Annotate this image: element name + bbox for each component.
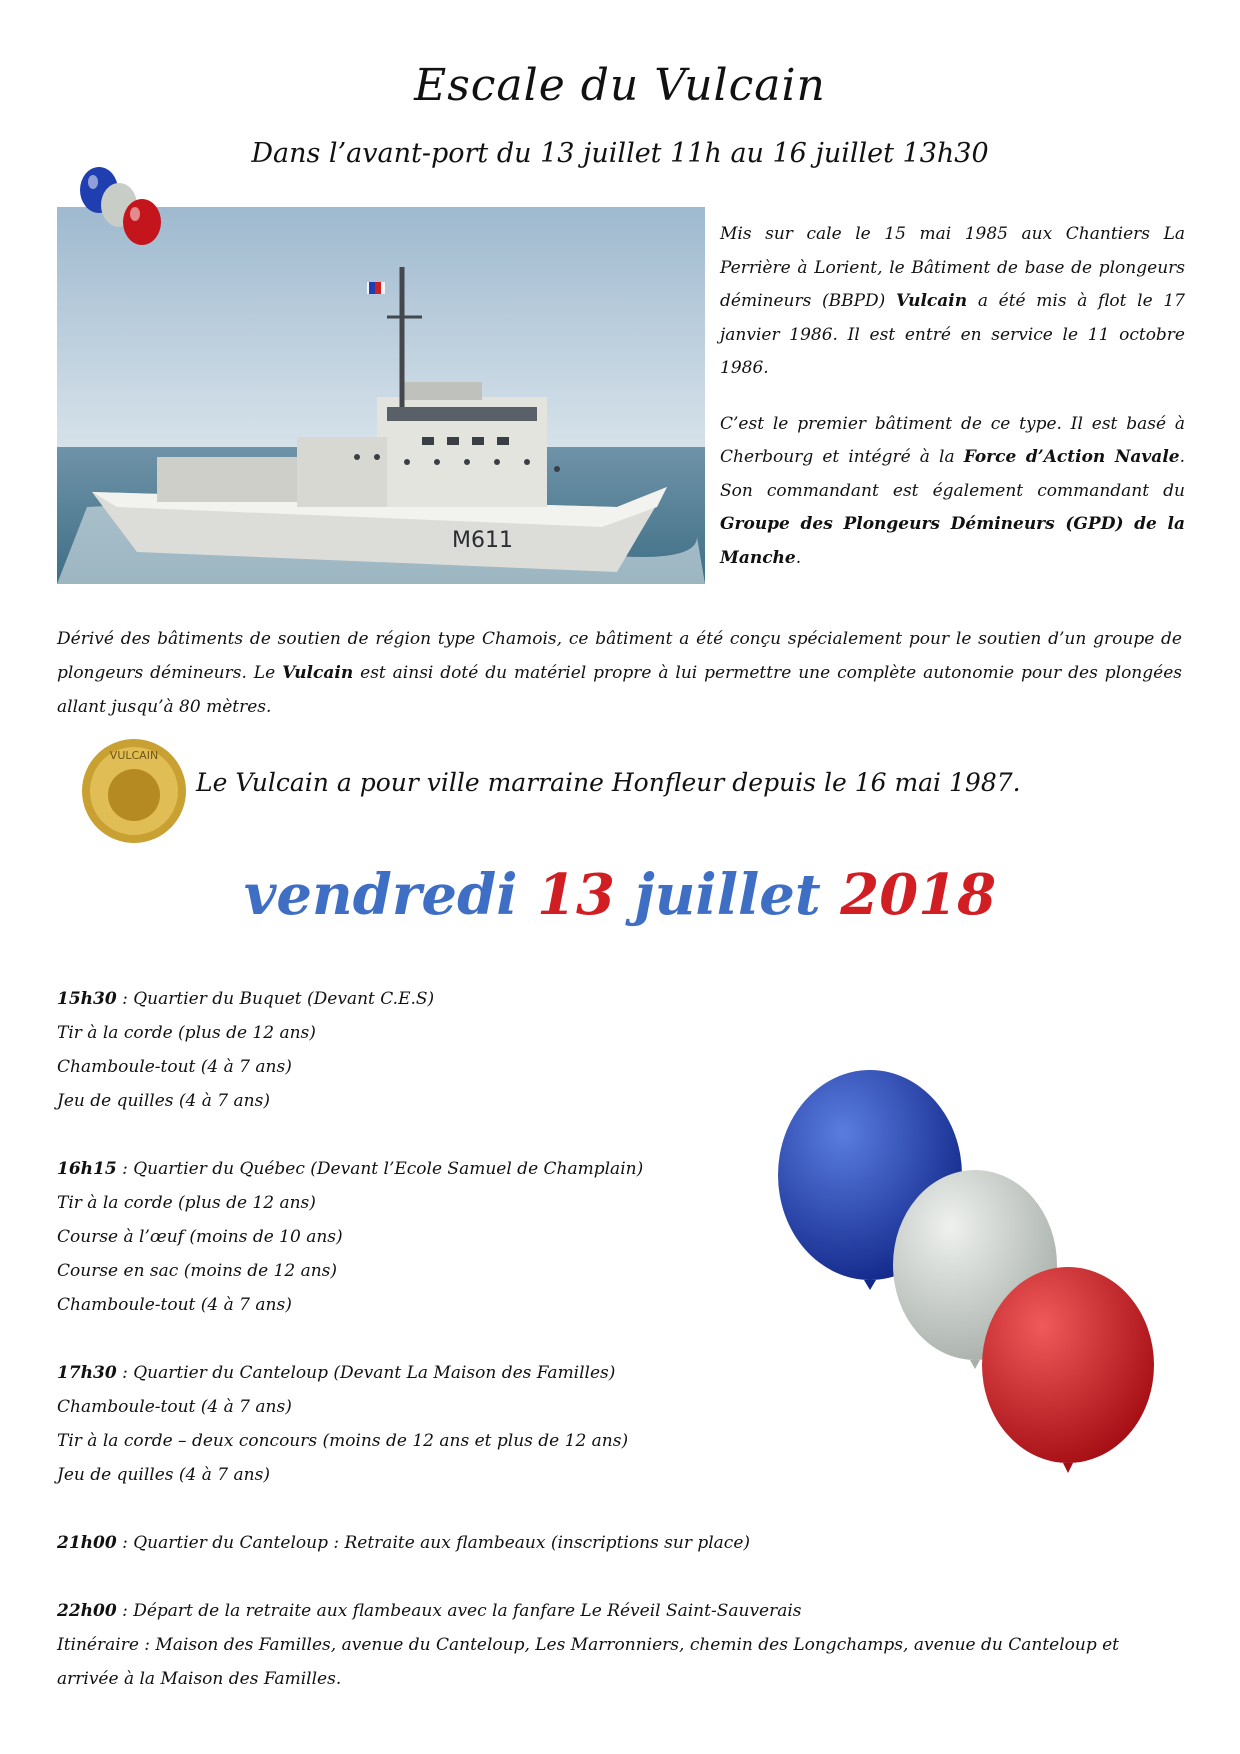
date-day: vendredi [243, 862, 518, 928]
schedule-item: Chamboule-tout (4 à 7 ans) [57, 1397, 292, 1417]
date-heading [0, 862, 1240, 928]
schedule-block [57, 1594, 1177, 1696]
schedule-place: : Départ de la retraite aux flambeaux avec la fanfare Le Réveil Saint-Sauverais [116, 1601, 802, 1621]
date-year: 2018 [840, 862, 997, 928]
hull-number: M611 [452, 528, 513, 553]
schedule-time: 22h00 [57, 1601, 117, 1621]
schedule-place: : Quartier du Québec (Devant l’Ecole Samuel de Champlain) [116, 1159, 644, 1179]
date-number: 13 [537, 862, 615, 928]
schedule-item: Jeu de quilles (4 à 7 ans) [57, 1091, 270, 1111]
schedule-time: 17h30 [57, 1363, 117, 1383]
schedule-place: : Quartier du Canteloup (Devant La Maison des Familles) [116, 1363, 616, 1383]
schedule-item: Course à l’œuf (moins de 10 ans) [57, 1227, 343, 1247]
schedule-item: Tir à la corde (plus de 12 ans) [57, 1023, 316, 1043]
intro-paragraph-2: C’est le premier bâtiment de ce type. Il est basé à Cherbourg et intégré à la Force d’Action Navale. Son commandant est également commandant du Groupe des Plongeurs Démineurs (GPD) de la Manche. [720, 413, 1186, 568]
schedule-item: arrivée à la Maison des Familles. [57, 1669, 342, 1689]
small-balloons-image [75, 165, 170, 265]
schedule-item: Chamboule-tout (4 à 7 ans) [57, 1057, 292, 1077]
schedule-item: Tir à la corde (plus de 12 ans) [57, 1193, 316, 1213]
schedule-time: 21h00 [57, 1533, 117, 1553]
schedule-place: : Quartier du Canteloup : Retraite aux flambeaux (inscriptions sur place) [116, 1533, 751, 1553]
schedule-item: Chamboule-tout (4 à 7 ans) [57, 1295, 292, 1315]
medal-emblem [80, 737, 188, 845]
page-title: Escale du Vulcain [414, 60, 826, 111]
schedule-item: Course en sac (moins de 12 ans) [57, 1261, 338, 1281]
intro-text [720, 218, 1185, 597]
description-paragraph: Dérivé des bâtiments de soutien de région type Chamois, ce bâtiment a été conçu spécialement pour le soutien d’un groupe de plongeurs démineurs. Le Vulcain est ainsi doté du matériel propre à lui permettre une complète autonomie pour des plongées allant jusqu’à 80 mètres. [57, 629, 1182, 717]
intro-paragraph-1: Mis sur cale le 15 mai 1985 aux Chantiers La Perrière à Lorient, le Bâtiment de base de plongeurs démineurs (BBPD) Vulcain a été mis à flot le 17 janvier 1986. Il est entré en service le 11 octobre 1986. [720, 224, 1185, 378]
schedule-item: Jeu de quilles (4 à 7 ans) [57, 1465, 270, 1485]
date-month: juillet [634, 862, 821, 928]
schedule-time: 16h15 [57, 1159, 117, 1179]
schedule-block [57, 1526, 1177, 1560]
schedule-place: : Quartier du Buquet (Devant C.E.S) [116, 989, 435, 1009]
medal-text: VULCAIN [109, 749, 159, 762]
schedule-item: Itinéraire : Maison des Familles, avenue du Canteloup, Les Marronniers, chemin des Longchamps, avenue du Canteloup et [57, 1635, 1120, 1655]
balloons-image [770, 1065, 1170, 1495]
schedule-item: Tir à la corde – deux concours (moins de 12 ans et plus de 12 ans) [57, 1431, 629, 1451]
page-subtitle: Dans l’avant-port du 13 juillet 11h au 16 juillet 13h30 [251, 138, 989, 169]
marraine-statement: Le Vulcain a pour ville marraine Honfleur depuis le 16 mai 1987. [196, 768, 1021, 797]
schedule-time: 15h30 [57, 989, 117, 1009]
